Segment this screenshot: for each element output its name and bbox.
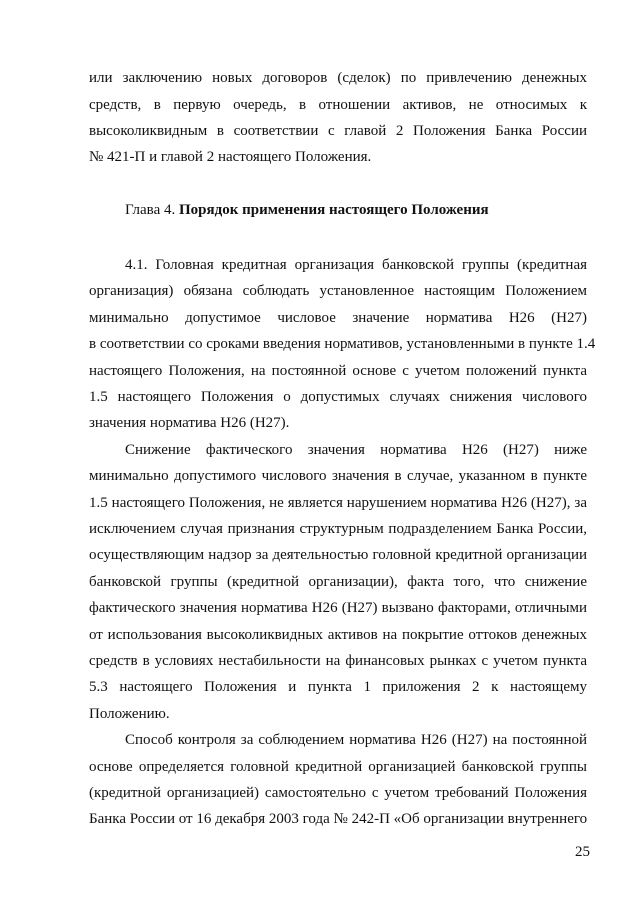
page-number: 25 [575,844,590,860]
text-line: банковской группы (кредитной организации), факта того, что снижение [89,574,587,590]
text-line: организация) обязана соблюдать установленное настоящим Положением [89,283,587,299]
text-line: исключением случая признания структурным подразделением Банка России, [89,521,587,537]
chapter-prefix: Глава 4. [125,202,176,218]
text-line: № 421-П и главой 2 настоящего Положения. [89,149,372,165]
chapter-heading [125,201,489,219]
text-line: 1.5 настоящего Положения о допустимых случаях снижения числового [89,389,587,405]
text-line: 5.3 настоящего Положения и пункта 1 приложения 2 к настоящему [89,679,587,695]
text-line: средств, в первую очередь, в отношении активов, не относимых к [89,97,587,113]
text-line: 4.1. Головная кредитная организация банковской группы (кредитная [125,257,587,273]
chapter-title: Порядок применения настоящего Положения [178,202,489,218]
text-line: (кредитной организацией) самостоятельно с учетом требований Положения [89,785,587,801]
text-line: значения норматива Н26 (Н27). [89,415,290,431]
text-line: в соответствии со сроками введения нормативов, установленными в пункте 1.4 [89,336,596,352]
text-line: Способ контроля за соблюдением норматива Н26 (Н27) на постоянной [125,732,587,748]
text-line: настоящего Положения, на постоянной основе с учетом положений пункта [89,363,587,379]
text-line: минимально допустимого числового значения в случае, указанном в пункте [89,468,587,484]
text-line: фактического значения норматива Н26 (Н27) вызвано факторами, отличными [89,600,587,616]
text-line: высоколиквидным в соответствии с главой 2 Положения Банка России [89,123,587,139]
text-line: от использования высоколиквидных активов на покрытие оттоков денежных [89,627,587,643]
text-line: Положению. [89,706,170,722]
text-line: минимально допустимое числовое значение норматива Н26 (Н27) [89,310,587,326]
text-line: средств в условиях нестабильности на финансовых рынках с учетом пункта [89,653,587,669]
text-line: 1.5 настоящего Положения, не является нарушением норматива Н26 (Н27), за [89,495,587,511]
text-line: Банка России от 16 декабря 2003 года № 242-П «Об организации внутреннего [89,811,588,827]
text-line: Снижение фактического значения норматива Н26 (Н27) ниже [125,442,587,458]
text-line: осуществляющим надзор за деятельностью головной кредитной организации [89,547,587,563]
text-line: основе определяется головной кредитной организацией банковской группы [89,759,587,775]
text-line: или заключению новых договоров (сделок) по привлечению денежных [89,70,587,86]
